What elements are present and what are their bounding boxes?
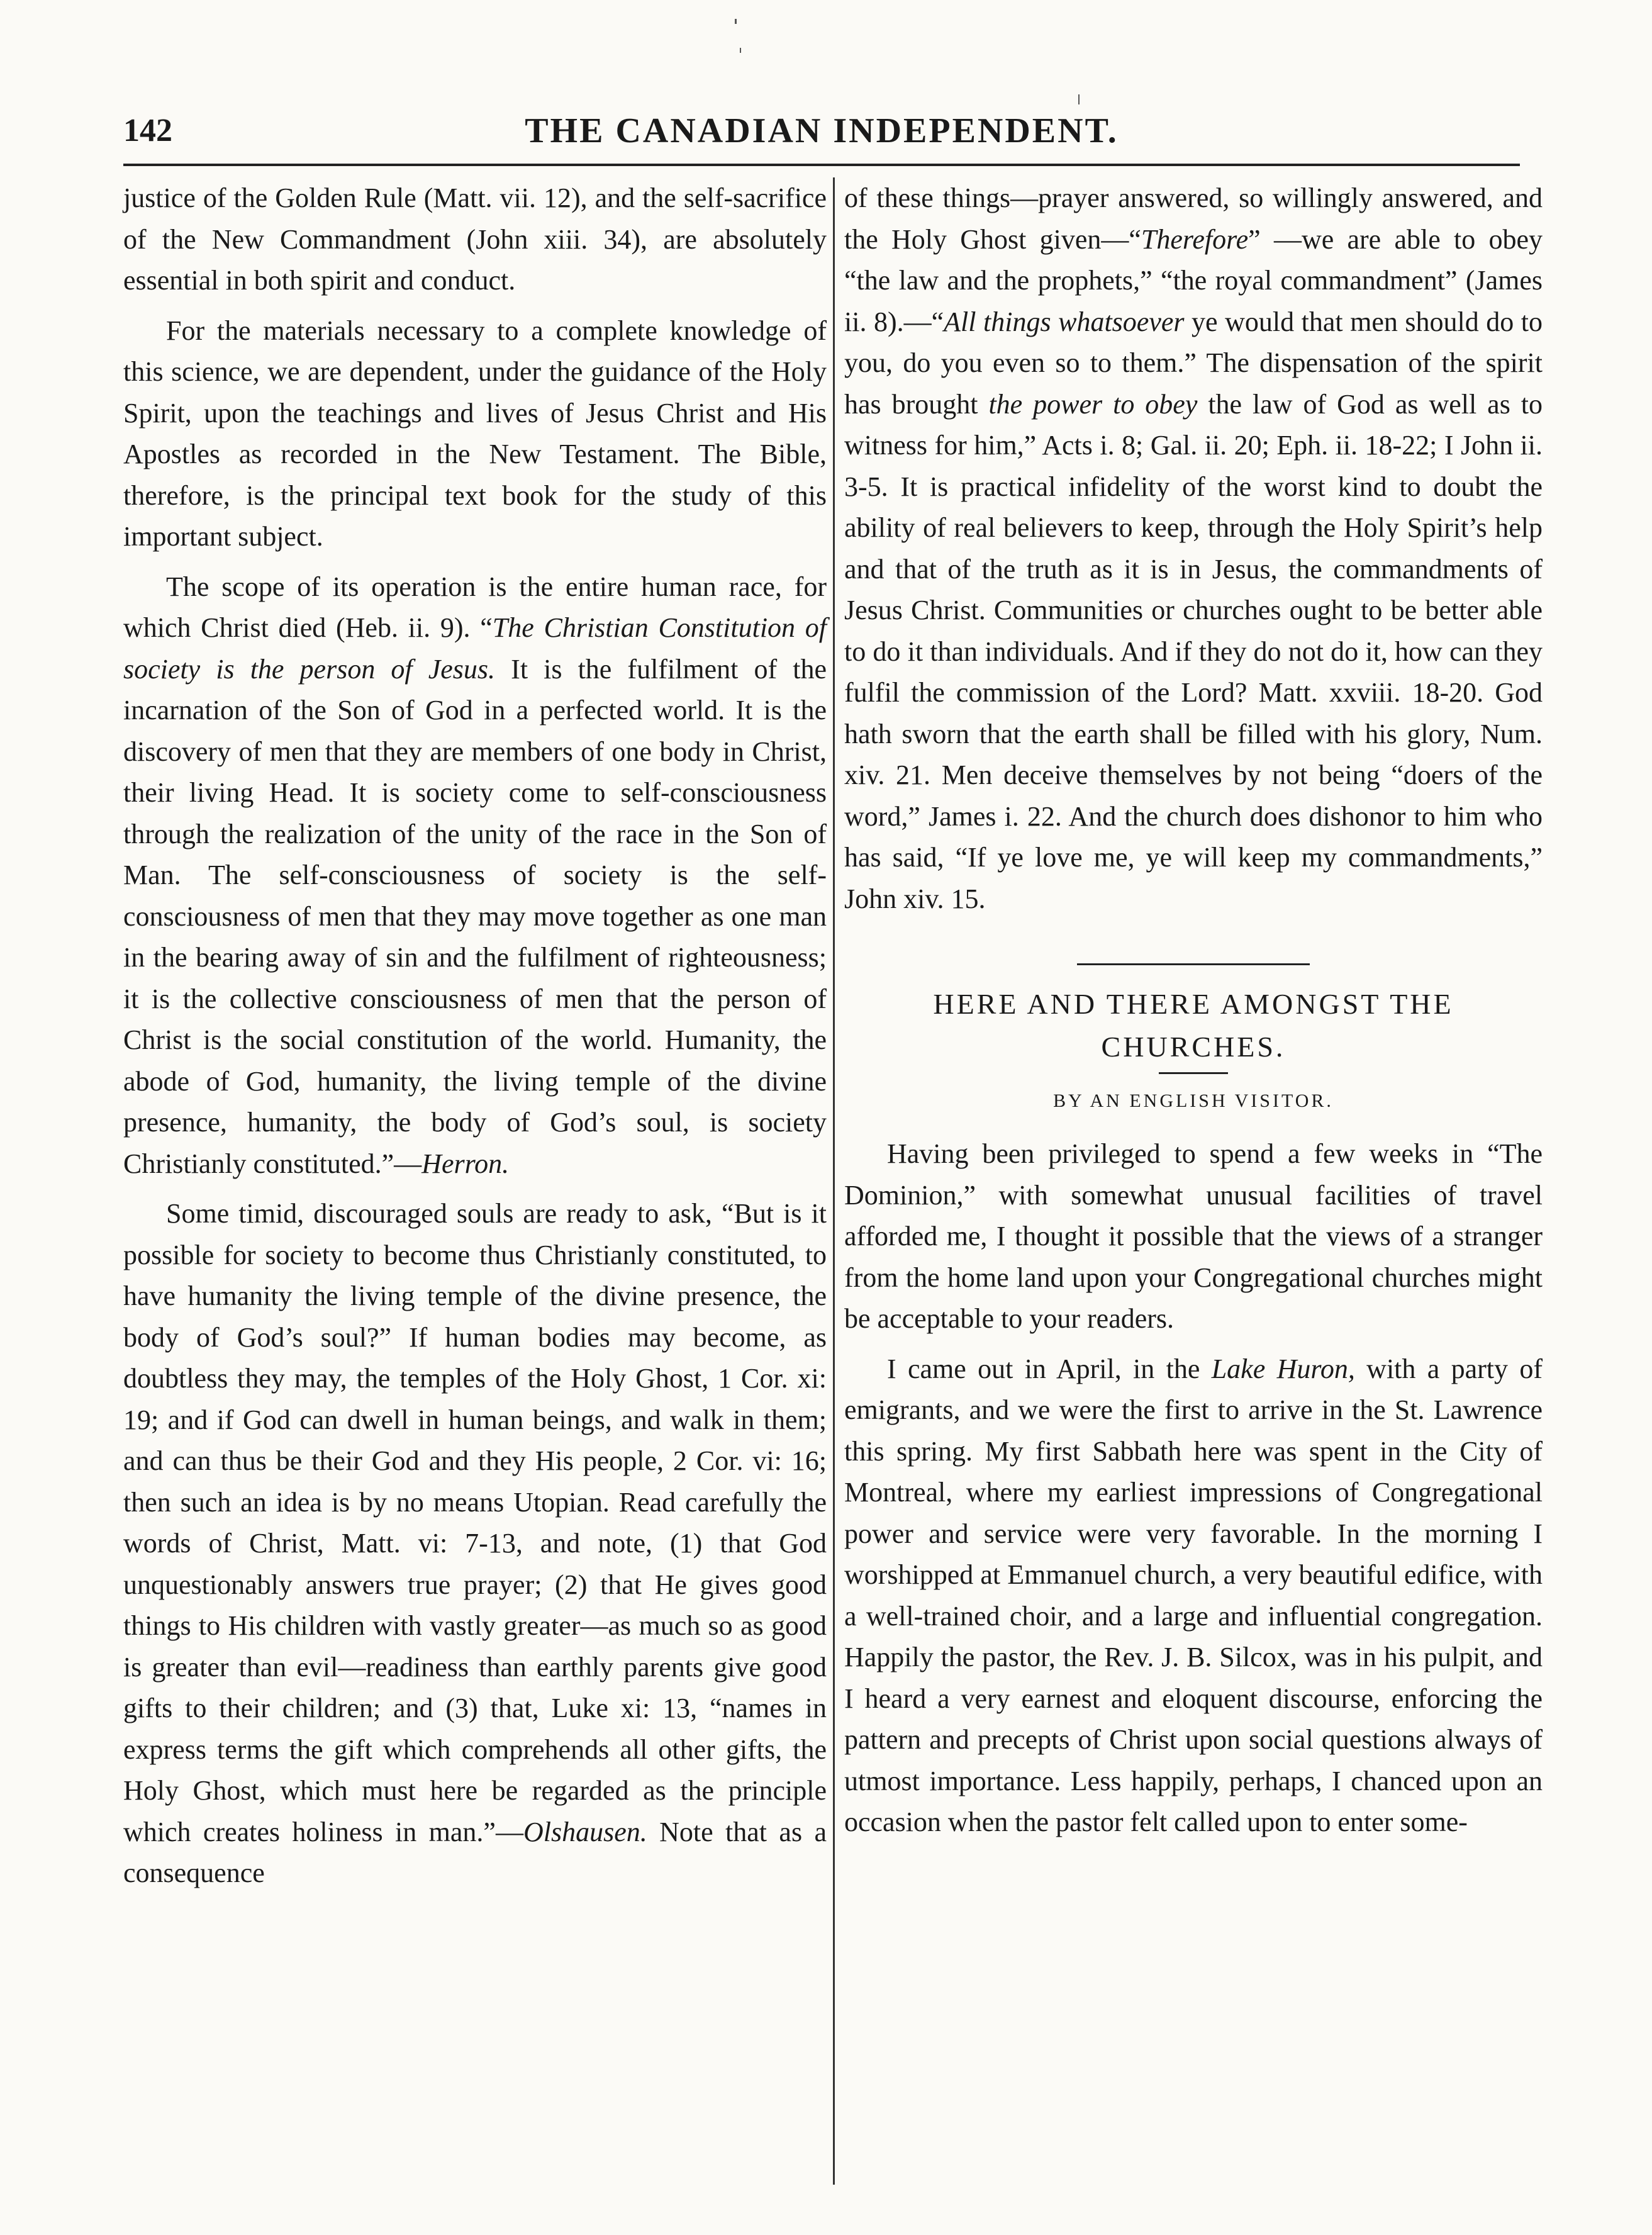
page-number: 142 [123, 113, 172, 148]
column-divider [833, 177, 835, 2185]
section-heading: HERE AND THERE AMONGST THE CHURCHES. [933, 988, 1454, 1063]
left-column [123, 177, 827, 1903]
paragraph: For the materials necessary to a complete knowledge of this science, we are dependent, under the guidance of the Holy Spirit, upon the teachings and lives of Jesus Christ and His Apostles as recorded in the New Testament. The Bible, therefore, is the principal text book for the study of this important subject. [123, 315, 827, 552]
paragraph: of these things—prayer answered, so willingly answered, and the Holy Ghost given—“Therefore” —we are able to obey “the law and the prophets,” “the royal commandment” (James ii. 8).—“All things whatsoever ye would that men should do to you, do you even so to them.” The dispensation of the spirit has brought the power to obey the law of God as well as to witness for him,” Acts i. 8; Gal. ii. 20; Eph. ii. 18-22; I John ii. 3-5. It is practical infidelity of the worst kind to doubt the ability of real believers to keep, through the Holy Spirit’s help and that of the truth as it is in Jesus, the commandments of Jesus Christ. Communities or churches ought to be better able to do it than individuals. And if they do not do it, how can they fulfil the commission of the Lord? Matt. xxviii. 18-20. God hath sworn that the earth shall be filled with his glory, Num. xiv. 21. Men deceive themselves by not being “doers of the word,” James i. 22. And the church does dishonor to him who has said, “If ye love me, ye will keep my commandments,” John xiv. 15. [844, 182, 1543, 914]
paragraph: justice of the Golden Rule (Matt. vii. 12), and the self-sacrifice of the New Commandment (John xiii. 34), are absolutely essential in both spirit and conduct. [123, 182, 827, 296]
right-column [844, 177, 1543, 1852]
heading-rule [1159, 1072, 1228, 1074]
journal-title: THE CANADIAN INDEPENDENT. [525, 111, 1119, 150]
paragraph: Some timid, discouraged souls are ready to ask, “But is it possible for society to become thus Christianly constituted, to have humanity the living temple of the divine presence, the body of God’s soul?” If human bodies may become, as doubtless they may, the temples of the Holy Ghost, 1 Cor. xi: 19; and if God can dwell in human beings, and walk in them; and can thus be their God and they His people, 2 Cor. vi: 16; then such an idea is by no means Utopian. Read carefully the words of Christ, Matt. vi: 7-13, and note, (1) that God unquestionably answers true prayer; (2) that He gives good things to His children with vastly greater—as much so as good is greater than evil—readiness than earthly parents give good gifts to their children; and (3) that, Luke xi: 13, “names in express terms the gift which comprehends all other gifts, the Holy Ghost, which must here be regarded as the principle which creates holiness in man.”—Olshausen. Note that as a consequence [123, 1198, 827, 1888]
byline: BY AN ENGLISH VISITOR. [1053, 1090, 1334, 1111]
paragraph: Having been privileged to spend a few weeks in “The Dominion,” with somewhat unusual facilities of travel afforded me, I thought it possible that the views of a stranger from the home land upon your Congregational churches might be acceptable to your readers. [844, 1138, 1543, 1334]
running-header [123, 106, 1520, 166]
paragraph: I came out in April, in the Lake Huron, with a party of emigrants, and we were the first to arrive in the St. Lawrence this spring. My first Sabbath here was spent in the City of Montreal, where my earliest impressions of Congregational power and service were very favorable. In the morning I worshipped at Emmanuel church, a very beautiful edifice, with a well-trained choir, and a large and influential congregation. Happily the pastor, the Rev. J. B. Silcox, was in his pulpit, and I heard a very earnest and eloquent discourse, enforcing the pattern and precepts of Christ upon social questions always of utmost importance. Less happily, perhaps, I chanced upon an occasion when the pastor felt called upon to enter some- [844, 1353, 1543, 1837]
section-rule [1077, 963, 1310, 965]
paragraph: The scope of its operation is the entire human race, for which Christ died (Heb. ii. 9). “The Christian Constitution of society is the person of Jesus. It is the fulfilment of the incarnation of the Son of God in a perfected world. It is the discovery of men that they are members of one body in Christ, their living Head. It is society come to self-consciousness through the realization of the unity of the race in the Son of Man. The self-consciousness of society is the self-consciousness of men that they may move together as one man in the bearing away of sin and the fulfilment of righteousness; it is the collective consciousness of men that the person of Christ is the social constitution of the world. Humanity, the abode of God, humanity, the living temple of the divine presence, humanity, the body of God’s soul, is society Christianly constituted.”—Herron. [123, 571, 827, 1179]
